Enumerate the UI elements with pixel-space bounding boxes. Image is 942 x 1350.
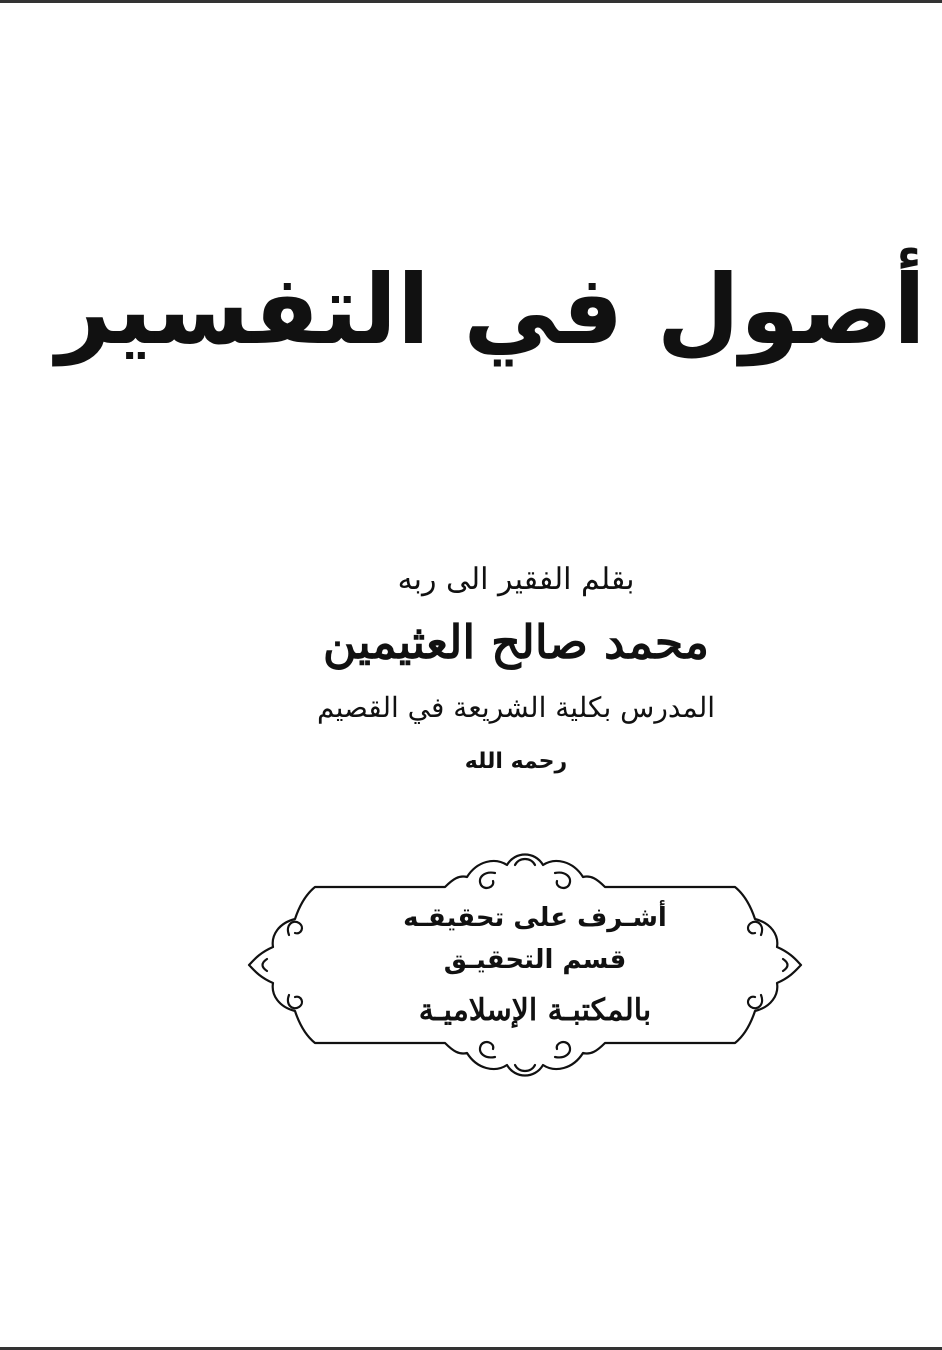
department-line: قسم التحقيـق [443, 945, 627, 975]
author-position: المدرس بكلية الشريعة في القصيم [316, 691, 716, 724]
library-line: بالمكتبـة الإسلاميـة [418, 993, 652, 1028]
book-title: أصول في التفسير [56, 254, 926, 366]
publisher-cartouche [245, 835, 805, 1095]
cartouche-text [245, 897, 805, 1037]
page-border-top [0, 0, 942, 3]
author-prayer: رحمه الله [464, 749, 568, 774]
author-byline: بقلم الفقير الى ربه [397, 562, 635, 597]
author-name: محمد صالح العثيمين [322, 615, 710, 669]
supervision-line: أشـرف على تحقيقـه [403, 903, 667, 933]
